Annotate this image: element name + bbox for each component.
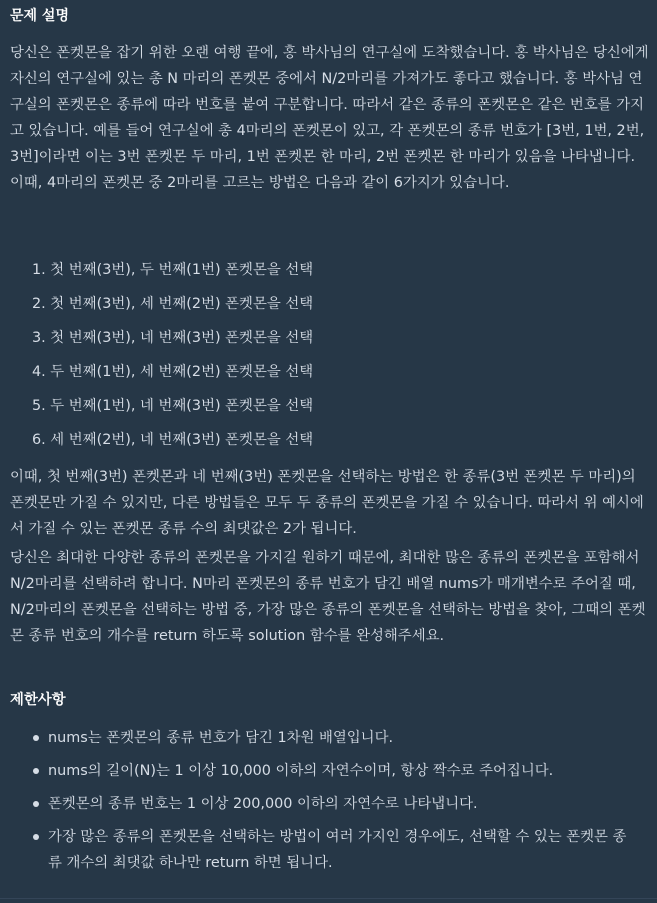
list-item: 6. 세 번째(2번), 네 번째(3번) 폰켓몬을 선택 bbox=[32, 432, 314, 448]
list-item: 1. 첫 번째(3번), 두 번째(1번) 폰켓몬을 선택 bbox=[32, 262, 314, 278]
selection-methods-list bbox=[0, 257, 640, 461]
list-item bbox=[0, 791, 640, 817]
description-paragraph-1: 당신은 폰켓몬을 잡기 위한 오랜 여행 끝에, 홍 박사님의 연구실에 도착했습니다. 홍 박사님은 당신에게 자신의 연구실에 있는 총 N 마리의 폰켓몬 중에서 N/2마리를 가져가도 좋다고 했습니다. 홍 박사님 연구실의 폰켓몬은 종류에 따라 번호를 붙여 구분합니다. 따라서 같은 종류의 폰켓몬은 같은 번호를 가지고 있습니다. 예를 들어 연구실에 총 4마리의 폰켓몬이 있고, 각 폰켓몬의 종류 번호가 [3번, 1번, 2번, 3번]이라면 이는 3번 폰켓몬 두 마리, 1번 폰켓몬 한 마리, 2번 폰켓몬 한 마리가 있음을 나타냅니다. 이때, 4마리의 폰켓몬 중 2마리를 고르는 방법은 다음과 같이 6가지가 있습니다. bbox=[10, 45, 649, 191]
list-item bbox=[0, 758, 640, 784]
divider bbox=[0, 898, 657, 899]
constraint-text: nums의 길이(N)는 1 이상 10,000 이하의 자연수이며, 항상 짝수로 주어집니다. bbox=[48, 763, 554, 779]
list-item: 2. 첫 번째(3번), 세 번째(2번) 폰켓몬을 선택 bbox=[32, 296, 314, 312]
section-heading-description: 문제 설명 bbox=[10, 8, 69, 24]
bullet-icon bbox=[33, 768, 39, 774]
bullet-icon bbox=[33, 801, 39, 807]
constraint-text: 가장 많은 종류의 폰켓몬을 선택하는 방법이 여러 가지인 경우에도, 선택할 수 있는 폰켓몬 종류 개수의 최댓값 하나만 return 하면 됩니다. bbox=[48, 829, 627, 871]
bullet-icon bbox=[33, 834, 39, 840]
constraint-text: nums는 폰켓몬의 종류 번호가 담긴 1차원 배열입니다. bbox=[48, 730, 394, 746]
list-item: 5. 두 번째(1번), 네 번째(3번) 폰켓몬을 선택 bbox=[32, 398, 314, 414]
bullet-icon bbox=[33, 735, 39, 741]
list-item: 4. 두 번째(1번), 세 번째(2번) 폰켓몬을 선택 bbox=[32, 364, 314, 380]
constraints-list bbox=[0, 725, 640, 883]
constraint-text: 폰켓몬의 종류 번호는 1 이상 200,000 이하의 자연수로 나타냅니다. bbox=[48, 796, 478, 812]
list-item: 3. 첫 번째(3번), 네 번째(3번) 폰켓몬을 선택 bbox=[32, 330, 314, 346]
list-item bbox=[0, 725, 640, 751]
description-paragraph-2: 이때, 첫 번째(3번) 폰켓몬과 네 번째(3번) 폰켓몬을 선택하는 방법은 한 종류(3번 폰켓몬 두 마리)의 폰켓몬만 가질 수 있지만, 다른 방법들은 모두 두 종류의 폰켓몬을 가질 수 있습니다. 따라서 위 예시에서 가질 수 있는 폰켓몬 종류 수의 최댓값은 2가 됩니다. bbox=[10, 469, 644, 537]
description-paragraph-3: 당신은 최대한 다양한 종류의 폰켓몬을 가지길 원하기 때문에, 최대한 많은 종류의 폰켓몬을 포함해서 N/2마리를 선택하려 합니다. N마리 폰켓몬의 종류 번호가 담긴 배열 nums가 매개변수로 주어질 때, N/2마리의 폰켓몬을 선택하는 방법 중, 가장 많은 종류의 폰켓몬을 선택하는 방법을 찾아, 그때의 폰켓몬 종류 번호의 개수를 return 하도록 solution 함수를 완성해주세요. bbox=[10, 550, 646, 644]
section-heading-constraints: 제한사항 bbox=[10, 692, 66, 708]
list-item bbox=[0, 824, 640, 876]
